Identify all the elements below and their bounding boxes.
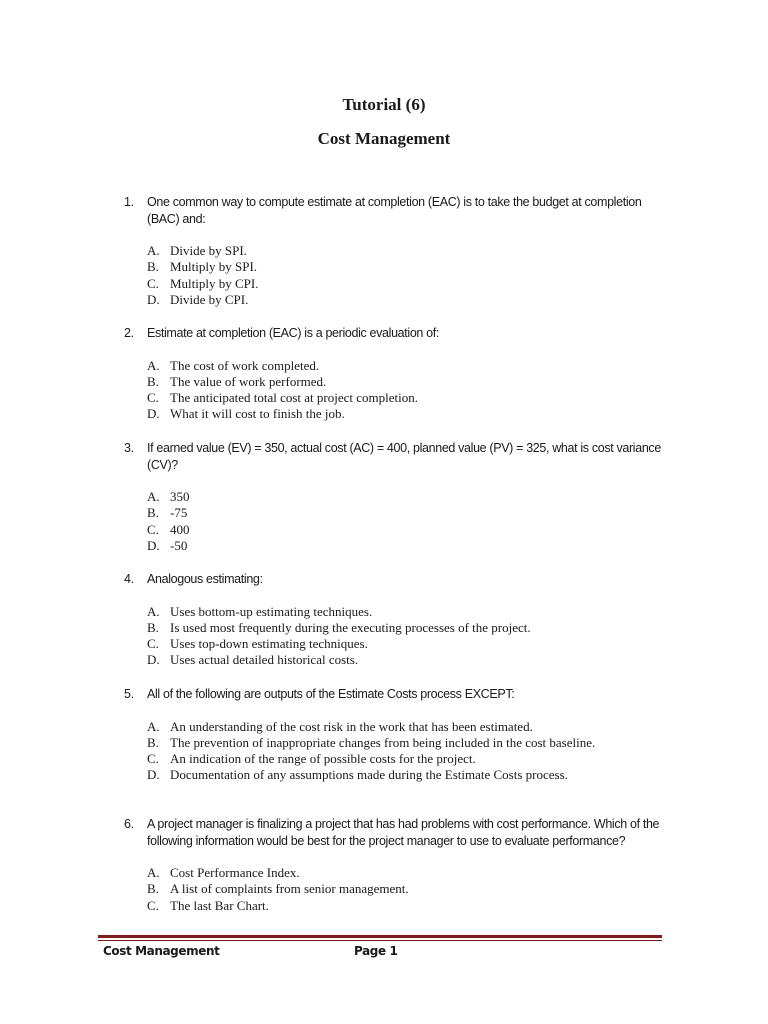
answer-options [147, 489, 664, 554]
option-text: Uses top-down estimating techniques. [170, 636, 368, 652]
footer-divider-thick [98, 935, 662, 938]
question-stem: Analogous estimating: [147, 572, 263, 586]
option-text: The prevention of inappropriate changes from being included in the cost baseline. [170, 734, 596, 750]
answer-option [147, 652, 664, 668]
option-text: 400 [170, 521, 190, 537]
question-number: 2. [124, 326, 134, 340]
option-letter: A. [147, 489, 160, 504]
option-letter: B. [147, 619, 159, 635]
option-letter: C. [147, 636, 159, 652]
question-item [124, 325, 664, 423]
option-text: A list of complaints from senior management. [170, 881, 409, 897]
option-text: -75 [170, 505, 188, 521]
option-letter: A. [147, 865, 160, 880]
answer-options [147, 243, 664, 308]
page-subtitle: Cost Management [317, 129, 451, 148]
option-letter: C. [147, 275, 159, 291]
answer-option [147, 505, 664, 521]
answer-option [147, 276, 664, 292]
answer-option [147, 374, 664, 390]
question-stem: One common way to compute estimate at completion (EAC) is to take the budget at completion (BAC) and: [147, 195, 642, 226]
option-text: 350 [170, 489, 190, 504]
footer-divider-thin [98, 940, 662, 941]
answer-options [147, 719, 664, 784]
question-item [124, 440, 664, 554]
option-text: Divide by SPI. [170, 243, 247, 258]
option-letter: B. [147, 734, 159, 750]
option-text: Multiply by CPI. [170, 275, 259, 291]
option-text: Uses bottom-up estimating techniques. [170, 603, 373, 619]
answer-option [147, 243, 664, 259]
answer-option [147, 865, 664, 881]
option-letter: C. [147, 751, 159, 767]
option-letter: B. [147, 881, 159, 897]
option-text: An understanding of the cost risk in the work that has been estimated. [170, 718, 533, 734]
answer-option [147, 522, 664, 538]
question-stem: Estimate at completion (EAC) is a periodic evaluation of: [147, 326, 440, 340]
footer-section-title: Cost Management [103, 944, 220, 958]
question-number: 3. [124, 441, 134, 455]
answer-options [147, 358, 664, 423]
option-text: Divide by CPI. [170, 291, 249, 307]
option-letter: C. [147, 897, 159, 913]
option-letter: B. [147, 505, 159, 521]
answer-option [147, 898, 664, 914]
page-title: Tutorial (6) [342, 95, 426, 114]
answer-option [147, 489, 664, 505]
option-text: The anticipated total cost at project completion. [170, 390, 418, 406]
option-letter: D. [147, 537, 160, 553]
question-item [124, 816, 664, 914]
footer-page-number: Page 1 [354, 944, 398, 958]
question-item [124, 194, 664, 308]
answer-option [147, 881, 664, 897]
answer-option [147, 620, 664, 636]
answer-option [147, 751, 664, 767]
option-text: The value of work performed. [170, 373, 327, 389]
option-text: Is used most frequently during the executing processes of the project. [170, 619, 531, 635]
answer-option [147, 604, 664, 620]
option-letter: D. [147, 406, 160, 422]
option-letter: A. [147, 357, 160, 373]
answer-option [147, 406, 664, 422]
option-letter: B. [147, 259, 159, 275]
question-number: 4. [124, 572, 134, 586]
answer-option [147, 719, 664, 735]
question-number: 1. [124, 195, 134, 209]
option-letter: D. [147, 767, 160, 783]
question-number: 6. [124, 817, 134, 831]
option-letter: B. [147, 373, 159, 389]
option-letter: C. [147, 521, 159, 537]
answer-options [147, 604, 664, 669]
question-stem: A project manager is finalizing a project that has had problems with cost performance. Which of the following information would be best for the project manager to use to evaluate performance? [147, 817, 660, 848]
option-letter: C. [147, 390, 159, 406]
option-text: An indication of the range of possible costs for the project. [170, 751, 476, 767]
question-stem: If earned value (EV) = 350, actual cost (AC) = 400, planned value (PV) = 325, what is cost variance (CV)? [147, 441, 661, 472]
question-stem: All of the following are outputs of the Estimate Costs process EXCEPT: [147, 687, 515, 701]
answer-options [147, 865, 664, 914]
answer-option [147, 538, 664, 554]
answer-option [147, 259, 664, 275]
option-text: -50 [170, 537, 188, 553]
question-number: 5. [124, 687, 134, 701]
option-letter: D. [147, 291, 160, 307]
option-letter: A. [147, 718, 160, 734]
option-text: Uses actual detailed historical costs. [170, 652, 359, 668]
question-item [124, 686, 664, 784]
option-text: The cost of work completed. [170, 357, 320, 373]
answer-option [147, 767, 664, 783]
option-letter: D. [147, 652, 160, 668]
option-text: Multiply by SPI. [170, 259, 258, 275]
answer-option [147, 636, 664, 652]
question-item [124, 571, 664, 669]
answer-option [147, 390, 664, 406]
option-text: Documentation of any assumptions made during the Estimate Costs process. [170, 767, 568, 783]
option-text: Cost Performance Index. [170, 865, 300, 880]
answer-option [147, 358, 664, 374]
option-letter: A. [147, 603, 160, 619]
option-text: The last Bar Chart. [170, 897, 269, 913]
option-text: What it will cost to finish the job. [170, 406, 345, 422]
option-letter: A. [147, 243, 160, 258]
answer-option [147, 292, 664, 308]
answer-option [147, 735, 664, 751]
